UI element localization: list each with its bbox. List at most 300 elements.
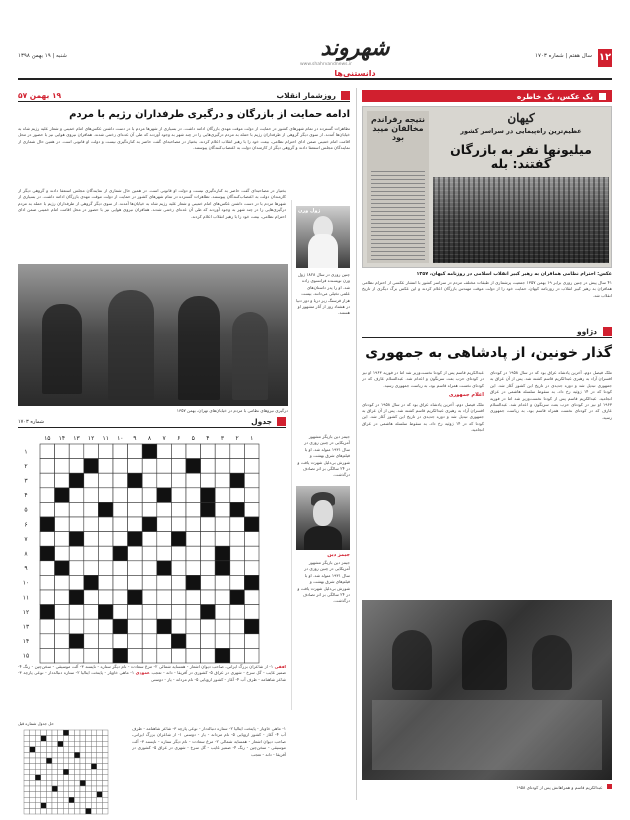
solution-cell xyxy=(91,758,97,764)
crossword-cell[interactable] xyxy=(84,546,99,561)
crossword-cell[interactable] xyxy=(128,605,143,620)
crossword-cell[interactable] xyxy=(244,561,259,576)
solution-cell xyxy=(91,797,97,803)
history-header xyxy=(18,90,350,102)
solution-cell xyxy=(58,752,64,758)
crossword-cell[interactable] xyxy=(84,488,99,503)
crossword-cell[interactable] xyxy=(55,634,70,649)
crossword-cell[interactable] xyxy=(171,502,186,517)
history-title: ادامه حمایت از بازرگان و درگیری طرفداران رژیم با مردم xyxy=(69,109,350,120)
crossword-cell[interactable] xyxy=(215,634,230,649)
crossword-cell[interactable] xyxy=(113,517,128,532)
crossword-col-number: ۱۲ xyxy=(87,435,95,442)
crossword-cell[interactable] xyxy=(55,532,70,547)
crossword-cell[interactable] xyxy=(186,605,201,620)
crossword-col-number: ۶ xyxy=(177,435,181,442)
crossword-cell[interactable] xyxy=(98,634,113,649)
solution-cell xyxy=(30,752,36,758)
crossword-cell[interactable] xyxy=(84,444,99,459)
crossword-cell[interactable] xyxy=(40,648,55,663)
crossword-cell[interactable] xyxy=(215,444,230,459)
crossword-black-cell xyxy=(230,590,245,605)
crossword-cell[interactable] xyxy=(157,648,172,663)
crossword-cell[interactable] xyxy=(69,546,84,561)
crossword-cell[interactable] xyxy=(40,532,55,547)
solution-cell xyxy=(80,758,86,764)
solution-cell xyxy=(63,730,69,736)
solution-cell xyxy=(102,792,108,798)
photo-table xyxy=(372,700,602,770)
crossword-cell[interactable] xyxy=(40,619,55,634)
crossword-cell[interactable] xyxy=(201,517,216,532)
solution-cell xyxy=(69,803,75,809)
crossword-cell[interactable] xyxy=(157,502,172,517)
solution-cell xyxy=(35,741,41,747)
crossword-black-cell xyxy=(157,561,172,576)
crossword-cell[interactable] xyxy=(142,459,157,474)
solution-cell xyxy=(41,764,47,770)
solution-cell xyxy=(41,808,47,814)
crossword-cell[interactable] xyxy=(55,605,70,620)
crossword-cell[interactable] xyxy=(128,459,143,474)
crossword-cell[interactable] xyxy=(215,590,230,605)
crossword-cell[interactable] xyxy=(157,532,172,547)
crossword-cell[interactable] xyxy=(113,502,128,517)
photo-figure xyxy=(232,312,268,400)
crossword-col-number: ۵ xyxy=(191,435,195,442)
crossword-cell[interactable] xyxy=(171,473,186,488)
solution-cell xyxy=(58,803,64,809)
crossword-cell[interactable] xyxy=(186,619,201,634)
crossword-cell[interactable] xyxy=(113,473,128,488)
solution-cell xyxy=(80,764,86,770)
crossword-cell[interactable] xyxy=(98,473,113,488)
crossword-clues-cont xyxy=(132,726,286,814)
solution-cell xyxy=(86,730,92,736)
solution-cell xyxy=(86,792,92,798)
solution-cell xyxy=(58,758,64,764)
crossword-cell[interactable] xyxy=(201,459,216,474)
crossword-black-cell xyxy=(55,561,70,576)
solution-cell xyxy=(46,736,52,742)
crossword-cell[interactable] xyxy=(186,444,201,459)
crossword-cell[interactable] xyxy=(98,546,113,561)
crossword-cell[interactable] xyxy=(201,634,216,649)
crossword-cell[interactable] xyxy=(230,648,245,663)
crossword-cell[interactable] xyxy=(201,590,216,605)
solution-cell xyxy=(102,736,108,742)
photo-figure xyxy=(532,635,572,690)
crossword-cell[interactable] xyxy=(244,546,259,561)
solution-cell xyxy=(86,769,92,775)
crossword-cell[interactable] xyxy=(128,444,143,459)
crossword-cell[interactable] xyxy=(84,605,99,620)
crossword-cell[interactable] xyxy=(142,546,157,561)
solution-cell xyxy=(80,808,86,814)
crossword-cell[interactable] xyxy=(128,546,143,561)
crossword-cell[interactable] xyxy=(186,546,201,561)
crossword-cell[interactable] xyxy=(142,575,157,590)
solution-cell xyxy=(91,780,97,786)
crossword-cell[interactable] xyxy=(230,546,245,561)
crossword-cell[interactable] xyxy=(98,648,113,663)
crossword-cell[interactable] xyxy=(142,634,157,649)
dejavu-body-b: ملک فیصل دوم، آخرین پادشاه عراق بود که در سال ۱۹۵۸ در کودتای افسران آزاد به رهبری عبدالکریم قاسم کشته شد. پس از آن عراق به جمهوری تبدیل شد و دوره جدیدی در تاریخ این کشور آغاز شد. این کودتا که در ۱۴ ژوئیه رخ داد، به سقوط سلسله هاشمی در عراق انجامید. xyxy=(362,401,484,433)
solution-cell xyxy=(52,730,58,736)
crossword-cell[interactable] xyxy=(40,488,55,503)
crossword-cell[interactable] xyxy=(244,444,259,459)
crossword-cell[interactable] xyxy=(171,517,186,532)
crossword-row-number: ۱۵ xyxy=(22,652,30,660)
solution-cell xyxy=(35,730,41,736)
crossword-cell[interactable] xyxy=(230,444,245,459)
crossword-cell[interactable] xyxy=(230,634,245,649)
crossword-cell[interactable] xyxy=(69,619,84,634)
crossword-issue: شماره ۱۷۰۳ xyxy=(18,418,44,425)
crossword-cell[interactable] xyxy=(244,488,259,503)
crossword-cell[interactable] xyxy=(55,575,70,590)
crossword-cell[interactable] xyxy=(69,502,84,517)
crossword-cell[interactable] xyxy=(113,634,128,649)
crossword-cell[interactable] xyxy=(69,561,84,576)
solution-cell xyxy=(97,736,103,742)
crossword-cell[interactable] xyxy=(40,502,55,517)
crossword-cell[interactable] xyxy=(98,517,113,532)
crossword-cell[interactable] xyxy=(84,648,99,663)
crossword-cell[interactable] xyxy=(142,488,157,503)
solution-cell xyxy=(41,758,47,764)
crossword-cell[interactable] xyxy=(230,575,245,590)
crossword-cell[interactable] xyxy=(215,575,230,590)
crossword-cell[interactable] xyxy=(157,546,172,561)
crossword-cell[interactable] xyxy=(244,502,259,517)
crossword-cell[interactable] xyxy=(128,488,143,503)
solution-cell xyxy=(41,803,47,809)
crossword-cell[interactable] xyxy=(142,648,157,663)
crossword-cell[interactable] xyxy=(201,473,216,488)
solution-cell xyxy=(91,736,97,742)
solution-cell xyxy=(80,730,86,736)
portrait-beard xyxy=(308,234,338,268)
crossword-cell[interactable] xyxy=(186,561,201,576)
solution-cell xyxy=(24,780,30,786)
crossword-col-number: ۳ xyxy=(220,435,225,442)
crossword-cell[interactable] xyxy=(244,648,259,663)
crossword-cell[interactable] xyxy=(171,561,186,576)
crossword-cell[interactable] xyxy=(230,561,245,576)
crossword-cell[interactable] xyxy=(201,444,216,459)
crossword-cell[interactable] xyxy=(113,459,128,474)
crossword-cell[interactable] xyxy=(171,648,186,663)
solution-cell xyxy=(52,747,58,753)
solution-cell xyxy=(52,769,58,775)
crossword-col-number: ۱۵ xyxy=(44,435,51,442)
history-header-title: روزشمار انقلاب xyxy=(276,91,336,100)
crossword-cell[interactable] xyxy=(113,605,128,620)
crossword-cell[interactable] xyxy=(244,590,259,605)
crossword-cell[interactable] xyxy=(69,444,84,459)
crossword-col-number: ۲ xyxy=(235,435,239,442)
solution-cell xyxy=(74,780,80,786)
crossword-cell[interactable] xyxy=(157,575,172,590)
crossword-cell[interactable] xyxy=(113,444,128,459)
crossword-cell[interactable] xyxy=(157,590,172,605)
crossword-cell[interactable] xyxy=(186,634,201,649)
crossword-col-number: ۱۳ xyxy=(73,435,80,442)
crossword-cell[interactable] xyxy=(244,634,259,649)
crossword-cell[interactable] xyxy=(69,605,84,620)
newspaper-clipping xyxy=(362,106,612,268)
crossword-cell[interactable] xyxy=(40,473,55,488)
crossword-cell[interactable] xyxy=(171,619,186,634)
crossword-cell[interactable] xyxy=(142,590,157,605)
crossword-cell[interactable] xyxy=(244,473,259,488)
crossword-cell[interactable] xyxy=(128,648,143,663)
crossword-cell[interactable] xyxy=(128,517,143,532)
crossword-cell[interactable] xyxy=(142,473,157,488)
crossword-cell[interactable] xyxy=(55,517,70,532)
solution-cell xyxy=(52,792,58,798)
crossword-cell[interactable] xyxy=(98,532,113,547)
dejavu-body-col-right xyxy=(490,370,612,558)
crossword-cell[interactable] xyxy=(128,575,143,590)
crossword-black-cell xyxy=(244,517,259,532)
solution-cell xyxy=(46,797,52,803)
crossword-cell[interactable] xyxy=(171,459,186,474)
solution-cell xyxy=(52,758,58,764)
crossword-cell[interactable] xyxy=(142,605,157,620)
crossword-cell[interactable] xyxy=(84,619,99,634)
crossword-cell[interactable] xyxy=(40,634,55,649)
crossword-cell[interactable] xyxy=(186,517,201,532)
crossword-cell[interactable] xyxy=(84,502,99,517)
crossword-header xyxy=(18,416,286,428)
crossword-cell[interactable] xyxy=(55,619,70,634)
crossword-cell[interactable] xyxy=(84,590,99,605)
crossword-cell[interactable] xyxy=(113,575,128,590)
crossword-cell[interactable] xyxy=(55,648,70,663)
crossword-cell[interactable] xyxy=(171,590,186,605)
crossword-cell[interactable] xyxy=(142,532,157,547)
crossword-cell[interactable] xyxy=(157,473,172,488)
crossword-cell[interactable] xyxy=(142,502,157,517)
crossword-cell[interactable] xyxy=(215,473,230,488)
crossword-cell[interactable] xyxy=(215,532,230,547)
crossword-cell[interactable] xyxy=(157,517,172,532)
issue-date: شنبه | ۱۹ بهمن ۱۳۹۸ xyxy=(18,53,67,59)
crossword-cell[interactable] xyxy=(128,634,143,649)
clipping-side-headline: نتیجه رفراندم مخالفان میبد بود xyxy=(371,115,425,142)
crossword-cell[interactable] xyxy=(201,532,216,547)
crossword-cell[interactable] xyxy=(84,517,99,532)
solution-cell xyxy=(69,741,75,747)
solution-cell xyxy=(97,741,103,747)
crossword-cell[interactable] xyxy=(142,561,157,576)
photo-figure xyxy=(108,290,154,400)
crossword-cell[interactable] xyxy=(40,575,55,590)
solution-cell xyxy=(30,775,36,781)
crossword-cell[interactable] xyxy=(98,575,113,590)
clues-across-title: افقی xyxy=(274,664,286,669)
solution-cell xyxy=(80,769,86,775)
crossword-cell[interactable] xyxy=(215,459,230,474)
crossword-cell[interactable] xyxy=(171,605,186,620)
crossword-cell[interactable] xyxy=(171,488,186,503)
solution-cell xyxy=(69,758,75,764)
crossword-cell[interactable] xyxy=(157,605,172,620)
crossword-cell[interactable] xyxy=(128,502,143,517)
photo-figure xyxy=(178,296,220,400)
crossword-cell[interactable] xyxy=(230,532,245,547)
crossword-cell[interactable] xyxy=(84,532,99,547)
solution-cell xyxy=(91,808,97,814)
crossword-cell[interactable] xyxy=(186,532,201,547)
crossword-cell[interactable] xyxy=(186,473,201,488)
crossword-cell[interactable] xyxy=(55,502,70,517)
crossword-cell[interactable] xyxy=(186,502,201,517)
crossword-cell[interactable] xyxy=(84,634,99,649)
crossword-cell[interactable] xyxy=(244,605,259,620)
crossword-cell[interactable] xyxy=(186,648,201,663)
logo-text: شهروند xyxy=(320,35,390,61)
crossword-cell[interactable] xyxy=(171,575,186,590)
crossword-cell[interactable] xyxy=(84,561,99,576)
crossword-cell[interactable] xyxy=(55,444,70,459)
crossword-cell[interactable] xyxy=(244,532,259,547)
solution-cell xyxy=(41,752,47,758)
crossword-cell[interactable] xyxy=(69,575,84,590)
crossword-cell[interactable] xyxy=(55,590,70,605)
crossword-cell[interactable] xyxy=(201,648,216,663)
crossword-cell[interactable] xyxy=(215,502,230,517)
crossword-cell[interactable] xyxy=(215,619,230,634)
crossword-black-cell xyxy=(69,634,84,649)
crossword-cell[interactable] xyxy=(84,473,99,488)
crossword-cell[interactable] xyxy=(142,619,157,634)
crossword-cell[interactable] xyxy=(201,561,216,576)
crossword-cell[interactable] xyxy=(215,605,230,620)
dejavu-photo-caption xyxy=(362,784,612,791)
crossword-cell[interactable] xyxy=(113,561,128,576)
crossword-cell[interactable] xyxy=(201,546,216,561)
solution-cell xyxy=(86,808,92,814)
crossword-cell[interactable] xyxy=(230,517,245,532)
crossword-cell[interactable] xyxy=(230,619,245,634)
solution-cell xyxy=(102,808,108,814)
crossword-black-cell xyxy=(113,619,128,634)
solution-cell xyxy=(41,769,47,775)
solution-cell xyxy=(69,780,75,786)
dejavu-header-title: دژاوو xyxy=(576,327,597,336)
crossword-cell[interactable] xyxy=(40,444,55,459)
crossword-black-cell xyxy=(171,634,186,649)
crossword-black-cell xyxy=(98,502,113,517)
solution-cell xyxy=(35,747,41,753)
crossword-col-number: ۸ xyxy=(147,435,152,442)
crossword-cell[interactable] xyxy=(215,488,230,503)
crossword-cell[interactable] xyxy=(157,459,172,474)
crossword-cell[interactable] xyxy=(201,619,216,634)
crossword-cell[interactable] xyxy=(69,459,84,474)
crossword-cell[interactable] xyxy=(69,517,84,532)
solution-cell xyxy=(97,786,103,792)
solution-cell xyxy=(58,780,64,786)
crossword-cell[interactable] xyxy=(157,444,172,459)
solution-cell xyxy=(58,797,64,803)
crossword-cell[interactable] xyxy=(230,488,245,503)
solution-cell xyxy=(58,792,64,798)
crossword-row-number: ۷ xyxy=(24,535,28,543)
solution-cell xyxy=(69,752,75,758)
crossword-cell[interactable] xyxy=(186,590,201,605)
crossword-cell[interactable] xyxy=(128,561,143,576)
dejavu-photo-caption-text: عبدالکریم قاسم و همراهانش پس از کودتای ۱۹۵۸ xyxy=(516,785,603,790)
portrait-shoulders xyxy=(304,526,342,550)
crossword-cell[interactable] xyxy=(69,648,84,663)
crossword-cell[interactable] xyxy=(40,561,55,576)
crossword-cell[interactable] xyxy=(55,459,70,474)
solution-cell xyxy=(58,775,64,781)
crossword-cell[interactable] xyxy=(244,459,259,474)
crossword-cell[interactable] xyxy=(98,590,113,605)
crossword-cell[interactable] xyxy=(113,532,128,547)
solution-cell xyxy=(80,786,86,792)
crossword-cell[interactable] xyxy=(55,546,70,561)
solution-cell xyxy=(74,741,80,747)
solution-cell xyxy=(52,803,58,809)
history-date: ۱۹ بهمن ۵۷ xyxy=(18,91,62,100)
solution-cell xyxy=(97,758,103,764)
crossword-cell[interactable] xyxy=(55,473,70,488)
solution-cell xyxy=(97,780,103,786)
photo-caption-title: عکس: احترام نظامی همافران به رهبر کبیر انقلاب اسلامی در روزنامه کیهان، ۱۳۵۷ xyxy=(416,272,612,277)
crossword-row-number: ۲ xyxy=(24,462,28,470)
crossword-cell[interactable] xyxy=(98,561,113,576)
crossword-cell[interactable] xyxy=(40,590,55,605)
solution-cell xyxy=(24,803,30,809)
crossword-cell[interactable] xyxy=(98,444,113,459)
crossword-cell[interactable] xyxy=(230,459,245,474)
crossword-cell[interactable] xyxy=(98,488,113,503)
crossword-cell[interactable] xyxy=(113,590,128,605)
solution-cell xyxy=(24,764,30,770)
section-square-icon xyxy=(341,91,350,100)
crossword-cell[interactable] xyxy=(98,619,113,634)
solution-cell xyxy=(69,786,75,792)
solution-cell xyxy=(35,764,41,770)
crossword-cell[interactable] xyxy=(128,619,143,634)
dejavu-body: ملک فیصل دوم، آخرین پادشاه عراق بود که در سال ۱۹۵۸ در کودتای افسران آزاد به رهبری عبدالکریم قاسم کشته شد. پس از آن عراق به جمهوری تبدیل شد و دوره جدیدی در تاریخ این کشور آغاز شد. این کودتا که در ۱۴ ژوئیه رخ داد، به سقوط سلسله هاشمی در عراق انجامید. xyxy=(490,370,612,401)
crossword-cell[interactable] xyxy=(171,444,186,459)
crossword-cell[interactable] xyxy=(69,488,84,503)
newspaper-name: کیهان xyxy=(507,111,535,125)
crossword-cell[interactable] xyxy=(215,517,230,532)
crossword-cell[interactable] xyxy=(186,488,201,503)
crossword-cell[interactable] xyxy=(201,575,216,590)
crossword-cell[interactable] xyxy=(113,488,128,503)
crossword-cell[interactable] xyxy=(157,634,172,649)
solution-cell xyxy=(74,752,80,758)
solution-cell xyxy=(102,752,108,758)
solution-cell xyxy=(58,786,64,792)
crossword-cell[interactable] xyxy=(98,459,113,474)
solution-cell xyxy=(97,808,103,814)
crossword-cell[interactable] xyxy=(230,605,245,620)
solution-cell xyxy=(80,736,86,742)
portrait-label: ژول ورن xyxy=(298,208,321,214)
crossword-cell[interactable] xyxy=(171,546,186,561)
crossword-cell[interactable] xyxy=(40,459,55,474)
